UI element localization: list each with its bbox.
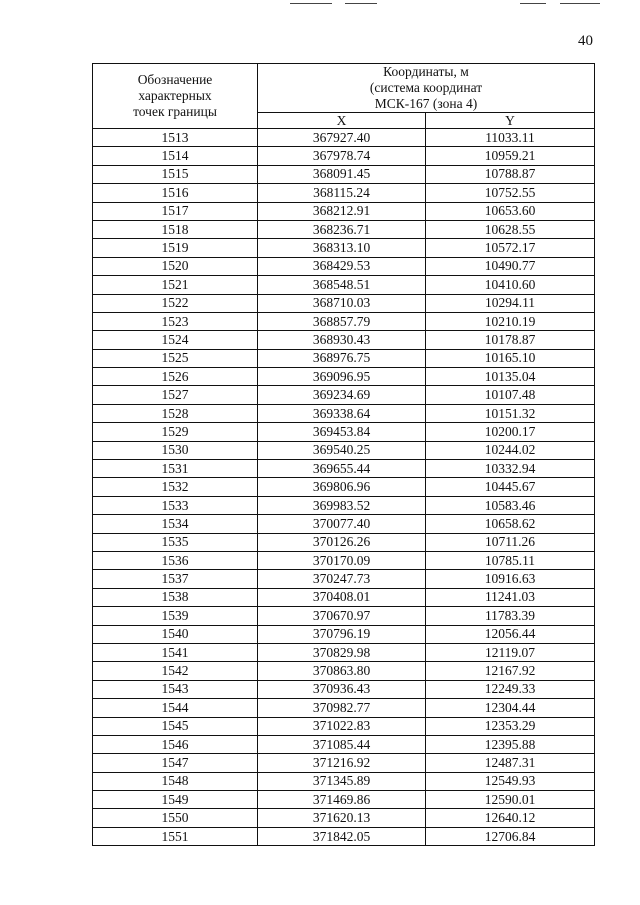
table-row	[93, 735, 595, 753]
x-coordinate-cell: 368115.24	[258, 184, 426, 202]
table-row	[93, 625, 595, 643]
point-id-cell: 1524	[93, 331, 258, 349]
table-row	[93, 588, 595, 606]
x-coordinate-cell: 369806.96	[258, 478, 426, 496]
x-coordinate-cell: 367927.40	[258, 129, 426, 147]
x-coordinate-cell: 371842.05	[258, 827, 426, 845]
coords-header-line-1: Координаты, м	[383, 64, 469, 79]
x-coordinate-cell: 368710.03	[258, 294, 426, 312]
x-coordinate-cell: 371620.13	[258, 809, 426, 827]
coordinates-group-header	[258, 64, 595, 113]
y-coordinate-cell: 12487.31	[426, 754, 595, 772]
point-id-cell: 1533	[93, 496, 258, 514]
scan-artifact-line	[345, 3, 377, 4]
table-row	[93, 257, 595, 275]
table-row	[93, 331, 595, 349]
x-coordinate-cell: 371022.83	[258, 717, 426, 735]
table-row	[93, 460, 595, 478]
x-column-header: X	[258, 113, 426, 129]
table-row	[93, 423, 595, 441]
point-id-cell: 1514	[93, 147, 258, 165]
y-coordinate-cell: 12119.07	[426, 643, 595, 661]
y-coordinate-cell: 10711.26	[426, 533, 595, 551]
points-header-line-1: Обозначение	[137, 72, 213, 87]
table-body	[93, 129, 595, 846]
point-id-cell: 1513	[93, 129, 258, 147]
y-coordinate-cell: 10410.60	[426, 276, 595, 294]
x-coordinate-cell: 368091.45	[258, 165, 426, 183]
x-coordinate-cell: 370670.97	[258, 607, 426, 625]
x-coordinate-cell: 369983.52	[258, 496, 426, 514]
x-coordinate-cell: 368976.75	[258, 349, 426, 367]
x-coordinate-cell: 369655.44	[258, 460, 426, 478]
x-coordinate-cell: 369234.69	[258, 386, 426, 404]
table-row	[93, 699, 595, 717]
scan-artifact-line	[560, 3, 600, 4]
y-coordinate-cell: 12167.92	[426, 662, 595, 680]
point-id-cell: 1529	[93, 423, 258, 441]
point-id-cell: 1521	[93, 276, 258, 294]
point-id-cell: 1546	[93, 735, 258, 753]
x-coordinate-cell: 370077.40	[258, 515, 426, 533]
point-id-cell: 1543	[93, 680, 258, 698]
point-id-cell: 1520	[93, 257, 258, 275]
table-row	[93, 772, 595, 790]
y-coordinate-cell: 11033.11	[426, 129, 595, 147]
y-coordinate-cell: 12590.01	[426, 791, 595, 809]
x-coordinate-cell: 370796.19	[258, 625, 426, 643]
point-id-cell: 1541	[93, 643, 258, 661]
y-coordinate-cell: 10294.11	[426, 294, 595, 312]
point-id-cell: 1530	[93, 441, 258, 459]
point-id-cell: 1547	[93, 754, 258, 772]
x-coordinate-cell: 370829.98	[258, 643, 426, 661]
x-coordinate-cell: 370126.26	[258, 533, 426, 551]
table-row	[93, 129, 595, 147]
table-row	[93, 570, 595, 588]
y-coordinate-cell: 10151.32	[426, 404, 595, 422]
scan-artifact-line	[520, 3, 546, 4]
y-coordinate-cell: 10244.02	[426, 441, 595, 459]
table-row	[93, 294, 595, 312]
point-id-cell: 1516	[93, 184, 258, 202]
page-number: 40	[578, 33, 593, 49]
table-row	[93, 239, 595, 257]
point-id-cell: 1531	[93, 460, 258, 478]
y-coordinate-cell: 12353.29	[426, 717, 595, 735]
y-coordinate-cell: 11783.39	[426, 607, 595, 625]
y-coordinate-cell: 10658.62	[426, 515, 595, 533]
point-id-cell: 1517	[93, 202, 258, 220]
x-coordinate-cell: 367978.74	[258, 147, 426, 165]
points-header-line-2: характерных	[138, 88, 212, 103]
table-row	[93, 404, 595, 422]
y-coordinate-cell: 10210.19	[426, 312, 595, 330]
point-id-cell: 1544	[93, 699, 258, 717]
point-id-cell: 1550	[93, 809, 258, 827]
x-coordinate-cell: 368857.79	[258, 312, 426, 330]
x-coordinate-cell: 369338.64	[258, 404, 426, 422]
x-coordinate-cell: 371345.89	[258, 772, 426, 790]
point-id-cell: 1515	[93, 165, 258, 183]
y-coordinate-cell: 10332.94	[426, 460, 595, 478]
table-row	[93, 643, 595, 661]
table-row	[93, 165, 595, 183]
table-row	[93, 276, 595, 294]
x-coordinate-cell: 371469.86	[258, 791, 426, 809]
point-id-cell: 1545	[93, 717, 258, 735]
y-coordinate-cell: 10788.87	[426, 165, 595, 183]
y-coordinate-cell: 12706.84	[426, 827, 595, 845]
x-coordinate-cell: 370408.01	[258, 588, 426, 606]
coords-header-line-3: МСК-167 (зона 4)	[374, 96, 478, 111]
table-row	[93, 680, 595, 698]
point-id-cell: 1532	[93, 478, 258, 496]
y-column-header: Y	[426, 113, 595, 129]
table-row	[93, 551, 595, 569]
point-id-cell: 1551	[93, 827, 258, 845]
x-coordinate-cell: 370863.80	[258, 662, 426, 680]
y-coordinate-cell: 10200.17	[426, 423, 595, 441]
y-coordinate-cell: 10785.11	[426, 551, 595, 569]
y-coordinate-cell: 10628.55	[426, 220, 595, 238]
y-coordinate-cell: 10583.46	[426, 496, 595, 514]
y-coordinate-cell: 11241.03	[426, 588, 595, 606]
y-coordinate-cell: 12056.44	[426, 625, 595, 643]
point-id-cell: 1540	[93, 625, 258, 643]
table-row	[93, 754, 595, 772]
coordinates-table	[92, 63, 595, 846]
table-row	[93, 220, 595, 238]
y-coordinate-cell: 10178.87	[426, 331, 595, 349]
table-row	[93, 441, 595, 459]
point-id-cell: 1534	[93, 515, 258, 533]
table-row	[93, 827, 595, 845]
table-row	[93, 202, 595, 220]
x-coordinate-cell: 371216.92	[258, 754, 426, 772]
x-coordinate-cell: 370982.77	[258, 699, 426, 717]
table-row	[93, 515, 595, 533]
table-row	[93, 184, 595, 202]
x-coordinate-cell: 368429.53	[258, 257, 426, 275]
point-id-cell: 1542	[93, 662, 258, 680]
x-coordinate-cell: 370247.73	[258, 570, 426, 588]
point-id-cell: 1535	[93, 533, 258, 551]
y-coordinate-cell: 12549.93	[426, 772, 595, 790]
y-coordinate-cell: 10107.48	[426, 386, 595, 404]
point-id-cell: 1526	[93, 368, 258, 386]
table-row	[93, 386, 595, 404]
x-coordinate-cell: 371085.44	[258, 735, 426, 753]
point-id-cell: 1536	[93, 551, 258, 569]
x-coordinate-cell: 369540.25	[258, 441, 426, 459]
y-coordinate-cell: 12395.88	[426, 735, 595, 753]
table-row	[93, 478, 595, 496]
scan-artifact-line	[290, 3, 332, 4]
table-row	[93, 496, 595, 514]
point-id-cell: 1523	[93, 312, 258, 330]
point-id-cell: 1518	[93, 220, 258, 238]
point-id-cell: 1525	[93, 349, 258, 367]
table-row	[93, 717, 595, 735]
y-coordinate-cell: 10653.60	[426, 202, 595, 220]
point-id-cell: 1539	[93, 607, 258, 625]
point-id-cell: 1549	[93, 791, 258, 809]
x-coordinate-cell: 368212.91	[258, 202, 426, 220]
table-row	[93, 533, 595, 551]
x-coordinate-cell: 368236.71	[258, 220, 426, 238]
point-id-cell: 1538	[93, 588, 258, 606]
x-coordinate-cell: 369453.84	[258, 423, 426, 441]
point-id-cell: 1519	[93, 239, 258, 257]
table-row	[93, 662, 595, 680]
x-coordinate-cell: 368930.43	[258, 331, 426, 349]
y-coordinate-cell: 10752.55	[426, 184, 595, 202]
y-coordinate-cell: 12304.44	[426, 699, 595, 717]
x-coordinate-cell: 370170.09	[258, 551, 426, 569]
y-coordinate-cell: 10572.17	[426, 239, 595, 257]
y-coordinate-cell: 12640.12	[426, 809, 595, 827]
point-id-cell: 1548	[93, 772, 258, 790]
table-row	[93, 147, 595, 165]
table-row	[93, 312, 595, 330]
x-coordinate-cell: 369096.95	[258, 368, 426, 386]
y-coordinate-cell: 10165.10	[426, 349, 595, 367]
y-coordinate-cell: 10916.63	[426, 570, 595, 588]
y-coordinate-cell: 10490.77	[426, 257, 595, 275]
y-coordinate-cell: 10959.21	[426, 147, 595, 165]
points-header-line-3: точек границы	[133, 104, 217, 119]
table-row	[93, 791, 595, 809]
point-id-cell: 1528	[93, 404, 258, 422]
table-row	[93, 809, 595, 827]
table-row	[93, 349, 595, 367]
x-coordinate-cell: 368313.10	[258, 239, 426, 257]
x-coordinate-cell: 368548.51	[258, 276, 426, 294]
y-coordinate-cell: 10135.04	[426, 368, 595, 386]
point-id-cell: 1537	[93, 570, 258, 588]
x-coordinate-cell: 370936.43	[258, 680, 426, 698]
coords-header-line-2: (система координат	[369, 80, 483, 95]
table-row	[93, 368, 595, 386]
point-id-cell: 1527	[93, 386, 258, 404]
y-coordinate-cell: 10445.67	[426, 478, 595, 496]
point-id-cell: 1522	[93, 294, 258, 312]
y-coordinate-cell: 12249.33	[426, 680, 595, 698]
table-row	[93, 607, 595, 625]
points-column-header	[93, 64, 258, 129]
